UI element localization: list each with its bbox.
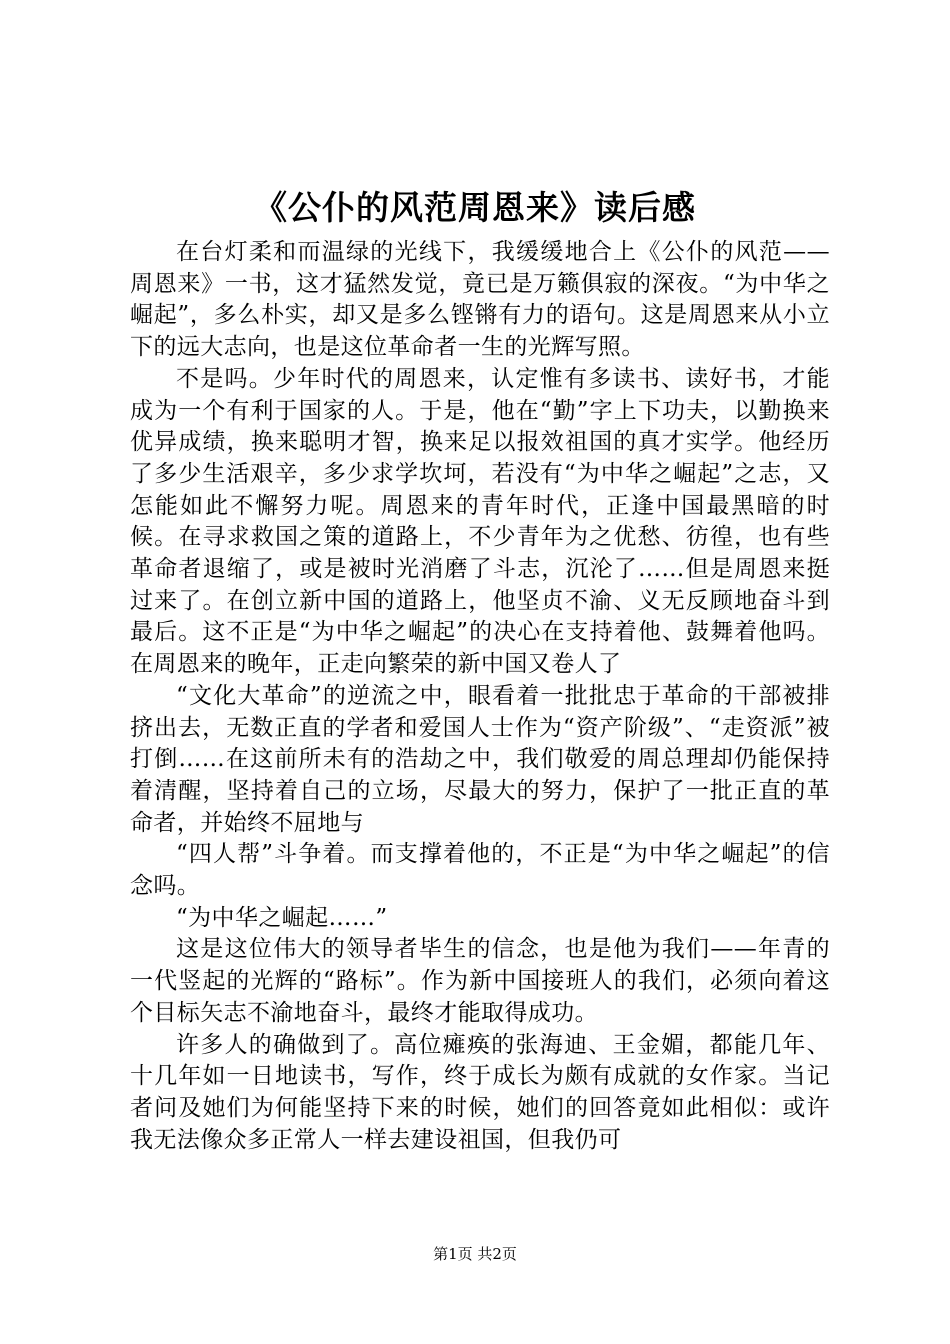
- paragraph-3: “文化大革命”的逆流之中，眼看着一批批忠于革命的干部被排挤出去，无数正直的学者和爱国人士作为“资产阶级”、“走资派”被打倒……在这前所未有的浩劫之中，我们敬爱的周总理却仍能保持着清醒，坚持着自己的立场，尽最大的努力，保护了一批正直的革命者，并始终不屈地与: [130, 682, 830, 836]
- paragraph-2: 不是吗。少年时代的周恩来，认定惟有多读书、读好书，才能成为一个有利于国家的人。于是，他在“勤”字上下功夫，以勤换来优异成绩，换来聪明才智，换来足以报效祖国的真才实学。他经历了多少生活艰辛，多少求学坎坷，若没有“为中华之崛起”之志，又怎能如此不懈努力呢。周恩来的青年时代，正逢中国最黑暗的时候。在寻求救国之策的道路上，不少青年为之优愁、彷徨，也有些革命者退缩了，或是被时光消磨了斗志，沉沦了……但是周恩来挺过来了。在创立新中国的道路上，他坚贞不渝、义无反顾地奋斗到最后。这不正是“为中华之崛起”的决心在支持着他、鼓舞着他吗。在周恩来的晚年，正走向繁荣的新中国又卷人了: [130, 365, 830, 678]
- paragraph-1: 在台灯柔和而温绿的光线下，我缓缓地合上《公仆的风范——周恩来》一书，这才猛然发觉，竟已是万籁俱寂的深夜。“为中华之崛起”，多么朴实，却又是多么铿锵有力的语句。这是周恩来从小立下的远大志向，也是这位革命者一生的光辉写照。: [130, 239, 830, 361]
- page-number-footer: 第1页 共2页: [433, 1245, 517, 1263]
- paragraph-4: “四人帮”斗争着。而支撑着他的，不正是“为中华之崛起”的信念吗。: [130, 841, 830, 900]
- paragraph-7: 许多人的确做到了。高位瘫痪的张海迪、王金媚，都能几年、十几年如一日地读书，写作，终于成长为颇有成就的女作家。当记者问及她们为何能坚持下来的时候，她们的回答竟如此相似：或许我无法像众多正常人一样去建设祖国，但我仍可: [130, 1031, 830, 1153]
- document-body: [130, 237, 830, 1156]
- paragraph-6: 这是这位伟大的领导者毕生的信念，也是他为我们——年青的一代竖起的光辉的“路标”。作为新中国接班人的我们，必须向着这个目标矢志不渝地奋斗，最终才能取得成功。: [130, 936, 830, 1026]
- paragraph-5: “为中华之崛起……”: [176, 904, 388, 931]
- document-title: 《公仆的风范周恩来》读后感: [254, 188, 696, 227]
